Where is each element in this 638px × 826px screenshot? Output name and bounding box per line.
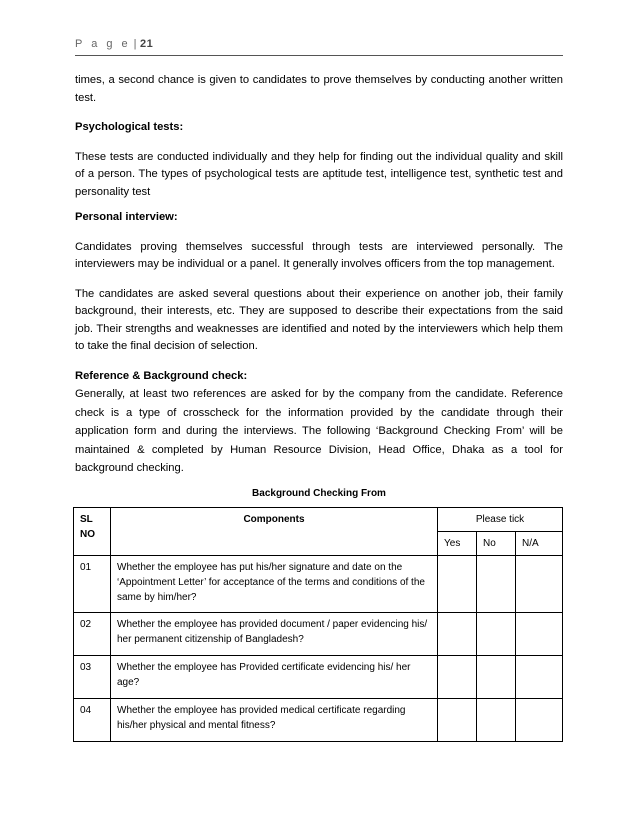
row-component: Whether the employee has put his/her signature and date on the ‘Appointment Letter’ for acceptance of the terms and conditions of the same by him/her? — [111, 555, 438, 612]
reference-check-paragraph: Generally, at least two references are asked for by the company from the candidate. Reference check is a type of crosscheck for the information provided by the candidate through their application form and during the interviews. The following ‘Background Checking From’ will be maintained & completed by Human Resource Division, Head Office, Dhaka as a tool for background checking. — [75, 388, 563, 474]
yes-checkbox-cell[interactable] — [438, 555, 477, 612]
na-checkbox-cell[interactable] — [516, 655, 563, 698]
page-content — [75, 72, 563, 742]
personal-interview-paragraph-1: Candidates proving themselves successful through tests are interviewed personally. The interviewers may be individual or a panel. It generally involves officers from the top management. — [75, 240, 563, 270]
no-checkbox-cell[interactable] — [477, 655, 516, 698]
row-sl: 01 — [74, 555, 111, 612]
sl-no-header: SL NO — [74, 507, 111, 555]
no-checkbox-cell[interactable] — [477, 555, 516, 612]
row-component: Whether the employee has provided medical certificate regarding his/her physical and mental fitness? — [111, 698, 438, 741]
reference-check-heading: Reference & Background check: — [75, 369, 248, 382]
yes-checkbox-cell[interactable] — [438, 612, 477, 655]
no-header: No — [477, 531, 516, 555]
table-row — [74, 555, 563, 612]
table-row — [74, 698, 563, 741]
yes-checkbox-cell[interactable] — [438, 655, 477, 698]
na-checkbox-cell[interactable] — [516, 698, 563, 741]
page-label: P a g e — [75, 38, 131, 50]
table-row — [74, 612, 563, 655]
personal-interview-heading: Personal interview: — [75, 211, 178, 223]
intro-paragraph: times, a second chance is given to candidates to prove themselves by conducting another written test. — [75, 74, 563, 104]
no-checkbox-cell[interactable] — [477, 612, 516, 655]
table-header-row — [74, 507, 563, 531]
page-number: 21 — [140, 38, 154, 50]
row-sl: 04 — [74, 698, 111, 741]
personal-interview-paragraph-2: The candidates are asked several questions about their experience on another job, their family background, their interests, etc. They are supposed to describe their expectations from the said job. Their strengths and weaknesses are identified and noted by the interviewers which help them to take the final decision of selection. — [75, 287, 563, 352]
row-sl: 02 — [74, 612, 111, 655]
row-component: Whether the employee has Provided certificate evidencing his/ her age? — [111, 655, 438, 698]
psychological-tests-heading: Psychological tests: — [75, 121, 184, 133]
row-sl: 03 — [74, 655, 111, 698]
header-separator: | — [133, 38, 138, 50]
yes-checkbox-cell[interactable] — [438, 698, 477, 741]
components-header: Components — [111, 507, 438, 555]
page-header — [75, 38, 153, 50]
row-component: Whether the employee has provided document / paper evidencing his/ her permanent citizenship of Bangladesh? — [111, 612, 438, 655]
psychological-tests-paragraph: These tests are conducted individually and they help for finding out the individual quality and skill of a person. The types of psychological tests are aptitude test, intelligence test, synthetic test and personality test — [75, 150, 563, 198]
table-row — [74, 655, 563, 698]
please-tick-header: Please tick — [438, 507, 563, 531]
no-checkbox-cell[interactable] — [477, 698, 516, 741]
na-checkbox-cell[interactable] — [516, 555, 563, 612]
na-header: N/A — [516, 531, 563, 555]
table-title: Background Checking From — [252, 487, 386, 499]
background-check-table — [73, 507, 563, 742]
yes-header: Yes — [438, 531, 477, 555]
na-checkbox-cell[interactable] — [516, 612, 563, 655]
header-rule — [75, 55, 563, 56]
